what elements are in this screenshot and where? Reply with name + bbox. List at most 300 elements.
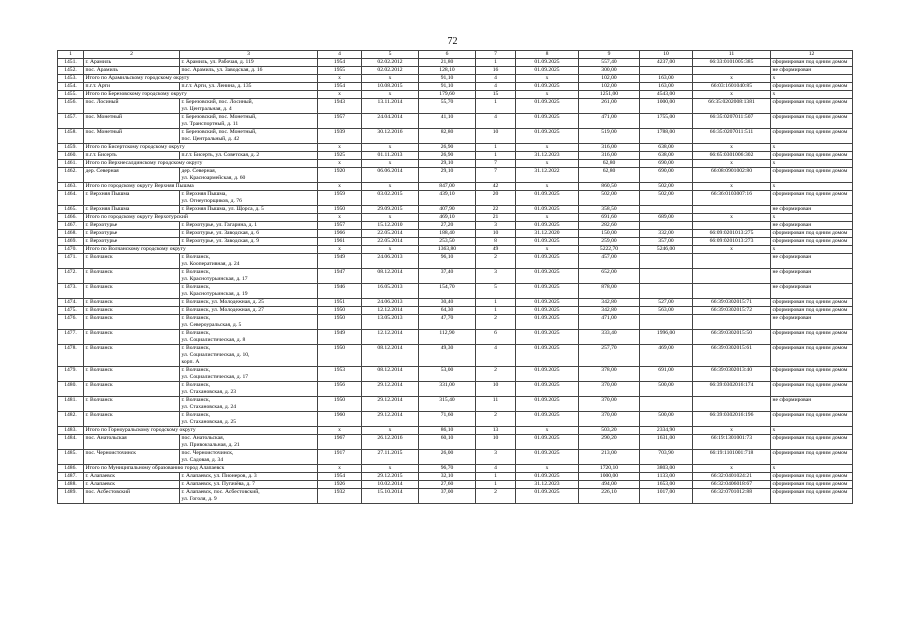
cadastral-number-cell: x	[693, 214, 771, 222]
relocation-date-cell: 01.09.2025	[516, 129, 579, 144]
plot-area-cell: 5246,00	[640, 246, 693, 254]
recognition-date-cell: 02.02.2012	[362, 59, 419, 67]
plot-area-cell: 703,90	[640, 450, 693, 465]
settlement-cell: г. Алапаевск	[84, 481, 180, 489]
address-cell	[180, 129, 318, 144]
land-area-cell: 370,00	[579, 382, 640, 397]
residents-cell: 13	[476, 427, 516, 435]
settlement-cell: г. Алапаевск	[84, 473, 180, 481]
plot-status-cell: не сформирован	[771, 222, 853, 230]
address-line: г. Верхняя Пышма, ул. Щорса, д. 5	[181, 206, 264, 212]
plot-status-cell: x	[771, 246, 853, 254]
year-built-cell: x	[318, 427, 362, 435]
land-area-cell: 519,00	[579, 129, 640, 144]
land-area-cell: 557,40	[579, 59, 640, 67]
year-built-cell: 1954	[318, 83, 362, 91]
row-number-cell: 1483.	[58, 427, 84, 435]
plot-area-cell	[640, 315, 693, 330]
row-number-cell: 1487.	[58, 473, 84, 481]
column-header: 1	[58, 51, 84, 59]
cadastral-number-cell: x	[693, 427, 771, 435]
year-built-cell: x	[318, 183, 362, 191]
recognition-date-cell: x	[362, 214, 419, 222]
plot-status-cell: сформирован под одним домом	[771, 238, 853, 246]
plot-status-cell: сформирован под одним домом	[771, 367, 853, 382]
land-area-cell: 62,80	[579, 168, 640, 183]
subtotal-label-cell: Итого по Арамильскому городскому округу	[84, 75, 318, 83]
relocation-date-cell: 01.09.2025	[516, 206, 579, 214]
recognition-date-cell: 12.12.2014	[362, 330, 419, 345]
land-area-cell: 333,40	[579, 330, 640, 345]
row-number-cell: 1476.	[58, 315, 84, 330]
cadastral-number-cell: x	[693, 160, 771, 168]
area-cell: 29,10	[419, 168, 476, 183]
row-number-cell: 1489.	[58, 489, 84, 504]
row-number-cell: 1471.	[58, 254, 84, 269]
page-number: 72	[447, 36, 458, 47]
address-line: ул. Краснотурьинская, д. 19	[181, 291, 248, 297]
area-cell: 407,90	[419, 206, 476, 214]
residents-cell: 1	[476, 152, 516, 160]
residents-cell: 1	[476, 473, 516, 481]
relocation-date-cell: 01.09.2025	[516, 397, 579, 412]
row-number-cell: 1479.	[58, 367, 84, 382]
residents-cell: 42	[476, 183, 516, 191]
column-header: 10	[640, 51, 693, 59]
area-cell: 847,00	[419, 183, 476, 191]
residents-cell: 6	[476, 330, 516, 345]
relocation-date-cell: 01.09.2025	[516, 299, 579, 307]
table-row	[58, 412, 853, 427]
recognition-date-cell: 30.12.2016	[362, 129, 419, 144]
plot-status-cell: x	[771, 427, 853, 435]
area-cell: 315,40	[419, 397, 476, 412]
land-area-cell: 226,10	[579, 489, 640, 504]
plot-status-cell: не сформирован	[771, 67, 853, 75]
land-area-cell: 457,00	[579, 254, 640, 269]
address-cell	[180, 284, 318, 299]
address-line: г. Волчанск,	[181, 412, 211, 418]
row-number-cell: 1455.	[58, 91, 84, 99]
recognition-date-cell: 13.11.2014	[362, 99, 419, 114]
recognition-date-cell: 15.12.2010	[362, 222, 419, 230]
cadastral-number-cell: 66:36:0103007:16	[693, 191, 771, 206]
land-area-cell: 502,00	[579, 191, 640, 206]
settlement-cell: пос. Анатольская	[84, 435, 180, 450]
year-built-cell: 1955	[318, 67, 362, 75]
address-cell	[180, 382, 318, 397]
relocation-date-cell: x	[516, 75, 579, 83]
table-row	[58, 450, 853, 465]
address-line: пос. Анатольская,	[181, 435, 225, 441]
year-built-cell: 1950	[318, 397, 362, 412]
residents-cell: 3	[476, 222, 516, 230]
land-area-cell: 378,00	[579, 367, 640, 382]
plot-status-cell: не сформирован	[771, 284, 853, 299]
year-built-cell: 1939	[318, 129, 362, 144]
residents-cell: 4	[476, 75, 516, 83]
address-cell	[180, 222, 318, 230]
table-row	[58, 481, 853, 489]
recognition-date-cell: x	[362, 427, 419, 435]
land-area-cell: 1720,10	[579, 465, 640, 473]
row-number-cell: 1459.	[58, 144, 84, 152]
row-number-cell: 1454.	[58, 83, 84, 91]
land-area-cell: 1251,00	[579, 91, 640, 99]
recognition-date-cell: x	[362, 183, 419, 191]
year-built-cell: 1954	[318, 59, 362, 67]
settlement-cell: п.г.т. Арти	[84, 83, 180, 91]
cadastral-number-cell	[693, 315, 771, 330]
land-area-cell: 102,00	[579, 83, 640, 91]
address-line: ул. Гоголя, д. 9	[181, 496, 217, 502]
year-built-cell: 1967	[318, 435, 362, 450]
area-cell: 29,10	[419, 160, 476, 168]
address-cell	[180, 206, 318, 214]
plot-area-cell: 690,00	[640, 160, 693, 168]
row-number-cell: 1480.	[58, 382, 84, 397]
plot-area-cell: 563,00	[640, 307, 693, 315]
address-cell	[180, 191, 318, 206]
address-line: г. Березовский, пос. Монетный,	[181, 129, 257, 135]
area-cell: 469,10	[419, 214, 476, 222]
settlement-cell: пос. Лосиный	[84, 99, 180, 114]
relocation-date-cell: 31.12.2023	[516, 152, 579, 160]
cadastral-number-cell: 66:39:0302015:50	[693, 330, 771, 345]
year-built-cell: x	[318, 160, 362, 168]
relocation-date-cell: 01.09.2025	[516, 83, 579, 91]
row-number-cell: 1452.	[58, 67, 84, 75]
address-line: г. Арамиль, ул. Рабочая, д. 119	[181, 59, 254, 65]
year-built-cell: 1950	[318, 307, 362, 315]
residents-cell: 3	[476, 450, 516, 465]
table-row	[58, 222, 853, 230]
plot-status-cell: сформирован под одним домом	[771, 230, 853, 238]
area-cell: 26,90	[419, 144, 476, 152]
row-number-cell: 1474.	[58, 299, 84, 307]
land-area-cell: 102,00	[579, 75, 640, 83]
year-built-cell: 1953	[318, 367, 362, 382]
land-area-cell: 282,60	[579, 222, 640, 230]
year-built-cell: x	[318, 214, 362, 222]
address-cell	[180, 99, 318, 114]
address-line: ул. Стахановская, д. 25	[181, 419, 237, 425]
plot-status-cell: сформирован под одним домом	[771, 489, 853, 504]
settlement-cell: пос. Асбестовский	[84, 489, 180, 504]
table-row	[58, 330, 853, 345]
land-area-cell: 503,20	[579, 427, 640, 435]
residents-cell: 10	[476, 230, 516, 238]
address-line: г. Волчанск,	[181, 330, 211, 336]
cadastral-number-cell	[693, 222, 771, 230]
cadastral-number-cell: x	[693, 465, 771, 473]
area-cell: 55,70	[419, 99, 476, 114]
plot-area-cell: 3803,00	[640, 465, 693, 473]
row-number-cell: 1488.	[58, 481, 84, 489]
relocation-date-cell: 01.09.2025	[516, 435, 579, 450]
cadastral-number-cell: 66:39:0302015:71	[693, 299, 771, 307]
address-cell	[180, 307, 318, 315]
plot-status-cell: не сформирован	[771, 397, 853, 412]
row-number-cell: 1451.	[58, 59, 84, 67]
plot-area-cell	[640, 284, 693, 299]
address-cell	[180, 412, 318, 427]
plot-area-cell	[640, 397, 693, 412]
settlement-cell: п.г.т. Бисерть	[84, 152, 180, 160]
plot-status-cell: не сформирован	[771, 315, 853, 330]
address-line: ул. Кооперативная, д. 24	[181, 261, 240, 267]
area-cell: 188,40	[419, 230, 476, 238]
year-built-cell: x	[318, 144, 362, 152]
land-area-cell: 494,00	[579, 481, 640, 489]
relocation-date-cell: x	[516, 91, 579, 99]
row-number-cell: 1460.	[58, 152, 84, 160]
address-line: г. Волчанск,	[181, 345, 211, 351]
subtotal-label-cell: Итого по Верхнесалдинскому городскому округу	[84, 160, 318, 168]
area-cell: 27,60	[419, 481, 476, 489]
settlement-cell: г. Арамиль	[84, 59, 180, 67]
cadastral-number-cell: 66:32:0701012:88	[693, 489, 771, 504]
address-cell	[180, 67, 318, 75]
cadastral-number-cell: 66:39:0302016:196	[693, 412, 771, 427]
row-number-cell: 1481.	[58, 397, 84, 412]
plot-area-cell: 691,00	[640, 367, 693, 382]
cadastral-number-cell	[693, 284, 771, 299]
land-area-cell: 342,80	[579, 299, 640, 307]
plot-area-cell	[640, 206, 693, 214]
row-number-cell: 1462.	[58, 168, 84, 183]
relocation-date-cell: x	[516, 160, 579, 168]
address-line: пос. Черноисточинск,	[181, 450, 234, 456]
area-cell: 26,90	[419, 152, 476, 160]
residents-cell: 1	[476, 481, 516, 489]
cadastral-number-cell: 66:09:0201013:275	[693, 230, 771, 238]
recognition-date-cell: 08.12.2014	[362, 269, 419, 284]
row-number-cell: 1464.	[58, 191, 84, 206]
settlement-cell: г. Волчанск	[84, 254, 180, 269]
column-header: 2	[84, 51, 180, 59]
area-cell: 27,20	[419, 222, 476, 230]
address-line: г. Березовский, пос. Монетный,	[181, 114, 257, 120]
cadastral-number-cell: 66:09:0201013:273	[693, 238, 771, 246]
plot-status-cell: x	[771, 183, 853, 191]
table-row	[58, 367, 853, 382]
column-header-row	[58, 51, 853, 59]
row-number-cell: 1475.	[58, 307, 84, 315]
address-cell	[180, 238, 318, 246]
cadastral-number-cell: x	[693, 91, 771, 99]
plot-area-cell: 1017,00	[640, 489, 693, 504]
settlement-cell: г. Волчанск	[84, 382, 180, 397]
plot-status-cell: сформирован под одним домом	[771, 435, 853, 450]
address-cell	[180, 489, 318, 504]
cadastral-number-cell: 66:39:0302016:174	[693, 382, 771, 397]
recognition-date-cell: 16.05.2013	[362, 284, 419, 299]
address-cell	[180, 473, 318, 481]
residents-cell: 8	[476, 238, 516, 246]
address-line: г. Верхняя Пышма,	[181, 191, 227, 197]
address-cell	[180, 330, 318, 345]
relocation-date-cell: 01.09.2025	[516, 59, 579, 67]
land-area-cell: 1000,00	[579, 473, 640, 481]
land-area-cell: 471,00	[579, 114, 640, 129]
settlement-cell: г. Волчанск	[84, 307, 180, 315]
column-header: 5	[362, 51, 419, 59]
year-built-cell: 1951	[318, 299, 362, 307]
recognition-date-cell: 24.04.2014	[362, 114, 419, 129]
year-built-cell: 1947	[318, 269, 362, 284]
subtotal-row	[58, 75, 853, 83]
cadastral-number-cell: 66:08:0901002:80	[693, 168, 771, 183]
recognition-date-cell: 26.12.2016	[362, 435, 419, 450]
row-number-cell: 1486.	[58, 465, 84, 473]
plot-status-cell: сформирован под одним домом	[771, 450, 853, 465]
plot-status-cell: сформирован под одним домом	[771, 473, 853, 481]
subtotal-row	[58, 214, 853, 222]
relocation-date-cell: 01.09.2025	[516, 238, 579, 246]
residents-cell: 15	[476, 91, 516, 99]
plot-area-cell	[640, 254, 693, 269]
land-area-cell: 257,70	[579, 345, 640, 367]
address-line: г. Волчанск,	[181, 382, 211, 388]
relocation-date-cell: 01.09.2025	[516, 307, 579, 315]
land-area-cell: 5222,70	[579, 246, 640, 254]
table-body	[58, 51, 853, 504]
area-cell: 30,40	[419, 299, 476, 307]
address-cell	[180, 269, 318, 284]
year-built-cell: x	[318, 246, 362, 254]
recognition-date-cell: 15.10.2014	[362, 489, 419, 504]
row-number-cell: 1485.	[58, 450, 84, 465]
year-built-cell: 1932	[318, 489, 362, 504]
area-cell: 47,70	[419, 315, 476, 330]
plot-status-cell: не сформирован	[771, 254, 853, 269]
plot-status-cell: сформирован под одним домом	[771, 152, 853, 160]
year-built-cell: 1957	[318, 114, 362, 129]
plot-area-cell: 163,00	[640, 83, 693, 91]
settlement-cell: г. Волчанск	[84, 367, 180, 382]
table-row	[58, 382, 853, 397]
table-row	[58, 397, 853, 412]
table-row	[58, 83, 853, 91]
plot-area-cell: 4237,00	[640, 59, 693, 67]
residents-cell: 1	[476, 299, 516, 307]
subtotal-label-cell: Итого по Волчанскому городскому округу	[84, 246, 318, 254]
column-header: 12	[771, 51, 853, 59]
recognition-date-cell: 22.05.2014	[362, 238, 419, 246]
land-area-cell: 691,60	[579, 214, 640, 222]
row-number-cell: 1468.	[58, 230, 84, 238]
residents-cell: 22	[476, 206, 516, 214]
area-cell: 21,80	[419, 59, 476, 67]
plot-area-cell: 638,00	[640, 152, 693, 160]
plot-status-cell: сформирован под одним домом	[771, 307, 853, 315]
address-cell	[180, 299, 318, 307]
address-line: ул. Привокзальная, д. 21	[181, 442, 240, 448]
table-row	[58, 435, 853, 450]
plot-status-cell: x	[771, 465, 853, 473]
cadastral-number-cell: 66:19:1301001:73	[693, 435, 771, 450]
recognition-date-cell: 29.12.2015	[362, 473, 419, 481]
row-number-cell: 1463.	[58, 183, 84, 191]
cadastral-number-cell: 66:39:0302015:61	[693, 345, 771, 367]
settlement-cell: г. Волчанск	[84, 345, 180, 367]
plot-status-cell: не сформирован	[771, 206, 853, 214]
relocation-date-cell: x	[516, 246, 579, 254]
address-cell	[180, 152, 318, 160]
settlement-cell: г. Верхотурье	[84, 222, 180, 230]
plot-area-cell	[640, 67, 693, 75]
cadastral-number-cell	[693, 254, 771, 269]
cadastral-number-cell: 66:39:0302013:40	[693, 367, 771, 382]
residents-cell: 1	[476, 59, 516, 67]
area-cell: 32,10	[419, 473, 476, 481]
address-line: г. Волчанск,	[181, 254, 211, 260]
recognition-date-cell: 24.06.2013	[362, 299, 419, 307]
table-row	[58, 191, 853, 206]
plot-area-cell: 502,00	[640, 191, 693, 206]
area-cell: 82,80	[419, 129, 476, 144]
residents-cell: 7	[476, 168, 516, 183]
table-row	[58, 315, 853, 330]
recognition-date-cell: 29.12.2014	[362, 412, 419, 427]
area-cell: 49,30	[419, 345, 476, 367]
year-built-cell: 1959	[318, 191, 362, 206]
row-number-cell: 1467.	[58, 222, 84, 230]
recognition-date-cell: 02.02.2012	[362, 67, 419, 75]
table-row	[58, 307, 853, 315]
recognition-date-cell: 03.02.2015	[362, 191, 419, 206]
residents-cell: 16	[476, 67, 516, 75]
row-number-cell: 1470.	[58, 246, 84, 254]
recognition-date-cell: 10.02.2014	[362, 481, 419, 489]
cadastral-number-cell: 66:65:0301006:302	[693, 152, 771, 160]
settlement-cell: дер. Северная	[84, 168, 180, 183]
plot-area-cell: 332,00	[640, 230, 693, 238]
plot-area-cell: 1631,00	[640, 435, 693, 450]
cadastral-number-cell: 66:19:1101001:718	[693, 450, 771, 465]
plot-status-cell: сформирован под одним домом	[771, 412, 853, 427]
area-cell: 253,50	[419, 238, 476, 246]
year-built-cell: 1926	[318, 481, 362, 489]
residents-cell: 10	[476, 129, 516, 144]
year-built-cell: 1957	[318, 222, 362, 230]
relocation-date-cell: 01.09.2025	[516, 254, 579, 269]
plot-area-cell: 1788,00	[640, 129, 693, 144]
area-cell: 86,10	[419, 427, 476, 435]
land-area-cell: 213,00	[579, 450, 640, 465]
area-cell: 128,10	[419, 67, 476, 75]
settlement-cell: г. Волчанск	[84, 315, 180, 330]
area-cell: 71,60	[419, 412, 476, 427]
recognition-date-cell: x	[362, 144, 419, 152]
subtotal-row	[58, 160, 853, 168]
land-area-cell: 471,00	[579, 315, 640, 330]
address-cell	[180, 435, 318, 450]
residents-cell: 7	[476, 160, 516, 168]
address-cell	[180, 450, 318, 465]
plot-status-cell: x	[771, 144, 853, 152]
settlement-cell: пос. Арамиль	[84, 67, 180, 75]
land-area-cell: 150,00	[579, 230, 640, 238]
address-line: ул. Североуральская, д. 5	[181, 322, 242, 328]
plot-status-cell: сформирован под одним домом	[771, 345, 853, 367]
area-cell: 64,30	[419, 307, 476, 315]
recognition-date-cell: 27.11.2015	[362, 450, 419, 465]
address-line: ул. Социалистическая, д. 17	[181, 374, 249, 380]
residents-cell: 1	[476, 144, 516, 152]
land-area-cell: 342,80	[579, 307, 640, 315]
